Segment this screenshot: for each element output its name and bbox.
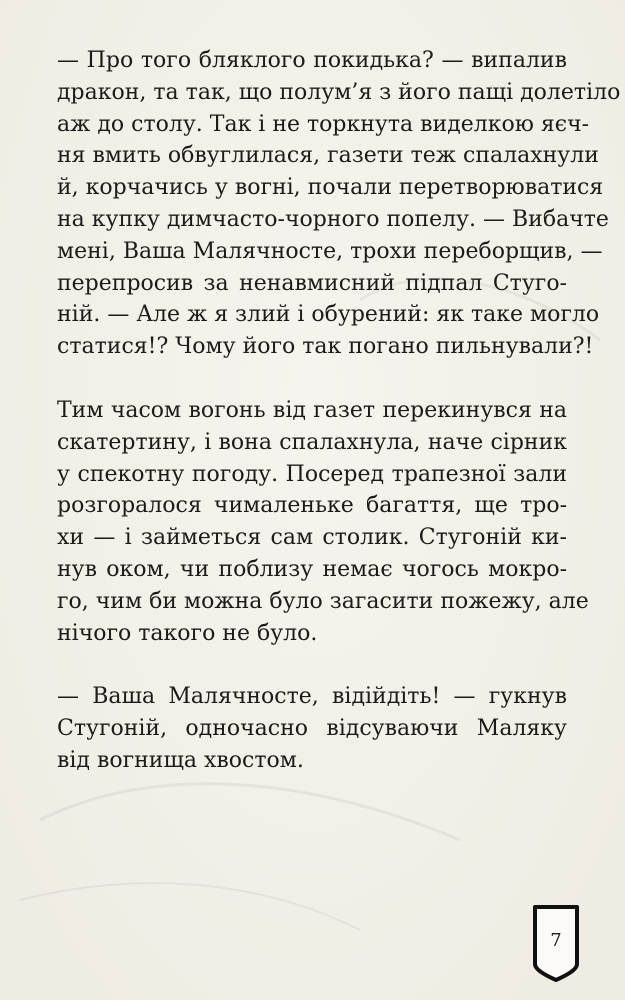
paragraph-gap: [57, 649, 567, 681]
text-line: перепросив за ненавмисний підпал Стуго-: [57, 270, 567, 296]
paragraph-3: [57, 681, 567, 776]
text-line: Стугоній, одночасно відсуваючи Маляку: [57, 716, 567, 742]
text-line: — Про того бляклого покидька? — випалив: [57, 48, 567, 73]
text-line: на купку димчасто-чорного попелу. — Вибачте: [57, 206, 609, 232]
paragraph-gap: [57, 363, 567, 395]
text-line: хи — і займеться сам столик. Стугоній ки-: [57, 525, 567, 551]
text-line: нічого такого не було.: [57, 620, 318, 646]
paragraph-1: [57, 45, 621, 363]
page-number: 7: [550, 930, 562, 951]
text-line: від вогнища хвостом.: [57, 747, 304, 773]
text-line: ній. — Але ж я злий і обурений: як таке могло: [57, 302, 600, 328]
text-line: скатертину, і вона спалахнула, наче сірник: [57, 429, 567, 455]
body-text: [57, 45, 621, 777]
text-line: аж до столу. Так і не торкнута виделкою яєч-: [57, 111, 590, 137]
text-line: у спекотну погоду. Посеред трапезної зали: [57, 461, 567, 487]
text-line: нув оком, чи поблизу немає чогось мокро-: [57, 556, 567, 582]
text-line: статися!? Чому його так погано пильнували?!: [57, 334, 594, 360]
text-line: й, корчачись у вогні, почали перетворюватися: [57, 175, 604, 201]
text-line: мені, Ваша Малячносте, трохи переборщив, —: [57, 238, 603, 264]
text-line: ня вмить обвуглилася, газети теж спалахнули: [57, 143, 599, 169]
text-line: Тим часом вогонь від газет перекинувся на: [57, 397, 567, 423]
text-line: — Ваша Малячносте, відійдіть! — гукнув: [57, 684, 567, 710]
text-line: дракон, та так, що полум’я з його пащі долетіло: [57, 79, 621, 105]
text-line: розгоралося чималеньке багаття, ще тро-: [57, 493, 567, 519]
paragraph-2: [57, 395, 589, 649]
text-line: го, чим би можна було загасити пожежу, але: [57, 588, 589, 614]
